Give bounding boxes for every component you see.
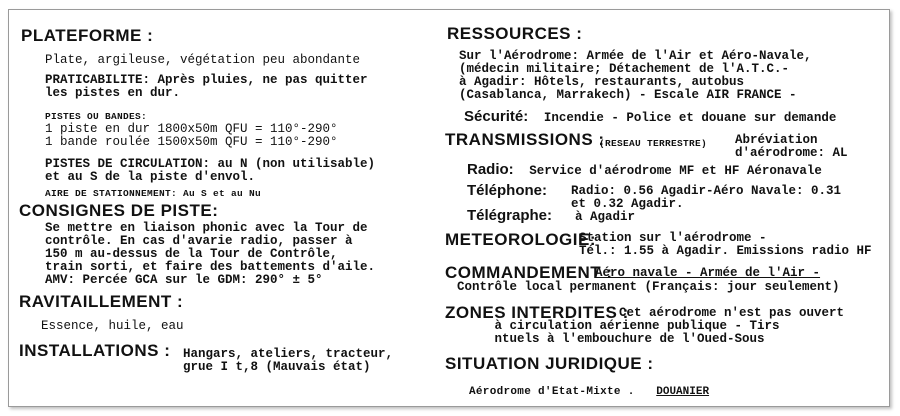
securite-row <box>464 108 836 126</box>
zones-interdites-heading: ZONES INTERDITES : <box>445 303 629 322</box>
telephone-text: Radio: 0.56 Agadir-Aéro Navale: 0.31 et 0.32 Agadir. <box>571 184 842 211</box>
zones-interdites-line1: Cet aérodrome n'est pas ouvert <box>619 306 845 320</box>
radio-row <box>467 161 822 179</box>
telegraphe-label: Télégraphe: <box>467 207 553 224</box>
commandement-text: Aéro navale - Armée de l'Air - <box>595 266 821 280</box>
radio-text: Service d'aérodrome MF et HF Aéronavale <box>529 164 822 178</box>
piste-2-text: 1 bande roulée 1500x50m QFU = 110°-290° <box>45 135 338 149</box>
ravitaillement-text: Essence, huile, eau <box>41 319 184 333</box>
pistes-label: PISTES OU BANDES: <box>45 111 148 122</box>
transmissions-text: Abréviation d'aérodrome: AL <box>735 133 848 160</box>
securite-text: Incendie - Police et douane sur demande <box>543 111 837 125</box>
zones-interdites-text: à circulation aérienne publique - Tirs ntuels à l'embouchure de l'Oued-Sous <box>494 319 780 346</box>
installations-heading: INSTALLATIONS : <box>19 341 171 360</box>
telegraphe-text: à Agadir <box>575 210 636 224</box>
plateforme-description: Plate, argileuse, végétation peu abondante <box>45 53 361 67</box>
ressources-heading: RESSOURCES : <box>447 24 583 43</box>
transmissions-subtitle: (RESEAU TERRESTRE) <box>599 138 708 149</box>
securite-label: Sécurité: <box>464 108 529 125</box>
ressources-text: Sur l'Aérodrome: Armée de l'Air et Aéro-Navale, (médecin militaire; Détachement de l'A.T.C.- à Agadir: Hôtels, restaurants, autobus (Casablanca, Marrakech) - Escale AIR FRANCE - <box>459 49 812 102</box>
situation-text: Aérodrome d'Etat-Mixte . <box>469 386 635 398</box>
piste-1-text: 1 piste en dur 1800x50m QFU = 110°-290° <box>45 122 338 136</box>
circulation-text: PISTES DE CIRCULATION: au N (non utilisable) et au S de la piste d'envol. <box>45 157 376 184</box>
plateforme-heading: PLATEFORME : <box>21 26 154 45</box>
situation-juridique-heading: SITUATION JURIDIQUE : <box>445 354 654 373</box>
radio-label: Radio: <box>467 161 514 178</box>
telephone-label: Téléphone: <box>467 182 548 199</box>
document-frame <box>8 9 890 407</box>
stationnement-text: AIRE DE STATIONNEMENT: Au S et au Nu <box>45 188 262 199</box>
ravitaillement-heading: RAVITAILLEMENT : <box>19 292 184 311</box>
consignes-heading: CONSIGNES DE PISTE: <box>19 201 219 220</box>
situation-row <box>469 381 709 399</box>
meteorologie-text: Station sur l'aérodrome - Tél.: 1.55 à Agadir. Emissions radio HF <box>579 231 872 258</box>
praticabilite-text: PRATICABILITE: Après pluies, ne pas quitter les pistes en dur. <box>45 73 368 100</box>
commandement-controle-text: Contrôle local permanent (Français: jour seulement) <box>457 280 840 294</box>
situation-douanier: DOUANIER <box>656 386 710 398</box>
commandement-heading: COMMANDEMENT : <box>445 263 613 282</box>
installations-text: Hangars, ateliers, tracteur, grue I t,8 (Mauvais état) <box>183 347 394 374</box>
consignes-text: Se mettre en liaison phonic avec la Tour de contrôle. En cas d'avarie radio, passer à 150 m au-dessus de la Tour de Contrôle, train sorti, et faire des battements d'aile. AMV: Percée GCA sur le GDM: 290° ± 5° <box>45 221 376 287</box>
meteorologie-heading: METEOROLOGIE: <box>445 230 596 249</box>
transmissions-heading: TRANSMISSIONS : <box>445 130 605 149</box>
